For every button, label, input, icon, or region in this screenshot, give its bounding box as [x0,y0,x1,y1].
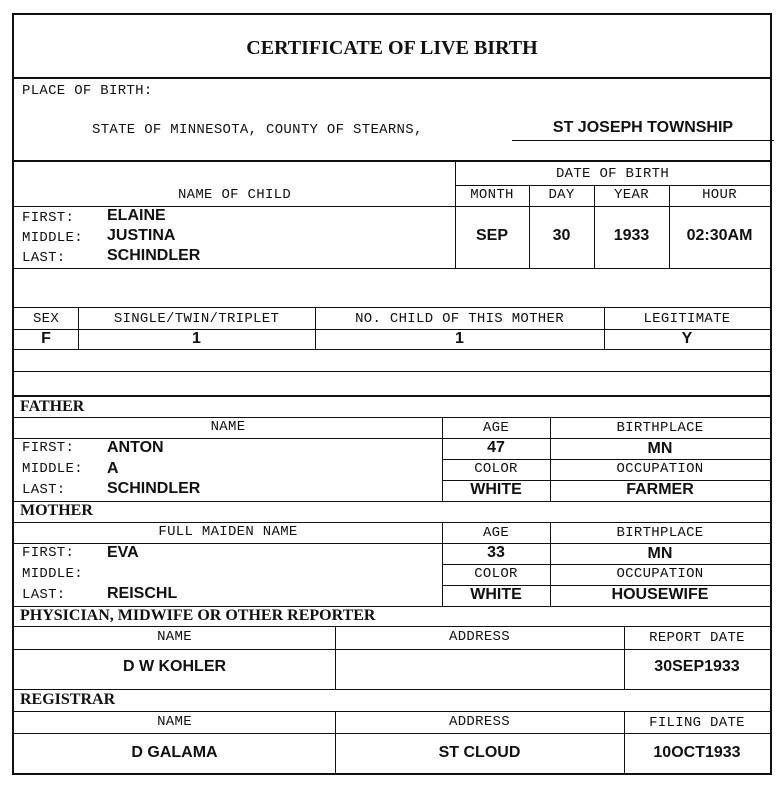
hour-label: HOUR [702,187,737,203]
registrar-address: ST CLOUD [438,744,521,761]
name-of-child-header: NAME OF CHILD [177,187,292,203]
child-number-label: NO. CHILD OF THIS MOTHER [355,311,564,327]
grid-line [14,626,770,627]
report-date: 30SEP1933 [654,658,740,675]
registrar-name: D GALAMA [131,744,218,761]
birth-day: 30 [552,227,571,244]
mother-color: WHITE [470,586,522,603]
mother-age-label: AGE [482,525,510,541]
physician-address-label: ADDRESS [449,629,510,645]
father-last-name: SCHINDLER [107,480,201,497]
mother-birthplace: MN [647,545,673,562]
mother-occupation: HOUSEWIFE [611,586,709,603]
grid-line [14,417,770,418]
grid-line [14,349,770,350]
place-of-birth-label: PLACE OF BIRTH: [22,83,153,99]
father-color: WHITE [470,481,522,498]
grid-line [14,501,770,502]
father-age-label: AGE [482,420,510,436]
mother-middle-label: MIDDLE: [22,566,83,582]
father-age: 47 [487,439,505,456]
report-date-label: REPORT DATE [649,630,745,646]
divider [14,160,770,162]
child-middle-label: MIDDLE: [22,230,83,246]
grid-line [14,689,770,690]
sex-value: F [41,330,51,347]
father-first-name: ANTON [107,439,164,456]
father-middle-name: A [107,460,119,477]
sex-label: SEX [32,311,60,327]
mother-first-label: FIRST: [22,545,75,561]
child-last-label: LAST: [22,250,66,266]
mother-first-name: EVA [107,544,139,561]
father-birthplace-label: BIRTHPLACE [616,420,704,436]
child-first-label: FIRST: [22,210,75,226]
grid-line [14,268,770,269]
birth-hour: 02:30AM [686,227,753,244]
mother-birthplace-label: BIRTHPLACE [616,525,704,541]
birth-month: SEP [475,227,508,244]
child-first-name: ELAINE [107,207,166,224]
divider [14,77,770,79]
father-occupation-label: OCCUPATION [616,461,704,477]
mother-age: 33 [487,544,505,561]
birth-year: 1933 [613,227,650,244]
father-occupation: FARMER [626,481,694,498]
physician-name: D W KOHLER [122,658,227,675]
registrar-address-label: ADDRESS [449,714,510,730]
father-section-title: FATHER [20,398,85,415]
registrar-section-title: REGISTRAR [20,691,116,708]
physician-name-label: NAME [157,629,192,645]
filing-date-label: FILING DATE [649,715,745,731]
grid-line [14,307,770,308]
legitimate-label: LEGITIMATE [643,311,731,327]
child-last-name: SCHINDLER [107,247,201,264]
legitimate-value: Y [681,330,693,347]
grid-line [442,564,770,565]
father-name-label: NAME [210,419,246,435]
state-county-text: STATE OF MINNESOTA, COUNTY OF STEARNS, [92,122,423,138]
registrar-name-label: NAME [157,714,192,730]
year-label: YEAR [614,187,649,203]
mother-last-name: REISCHL [107,585,178,602]
father-first-label: FIRST: [22,440,75,456]
mother-name-label: FULL MAIDEN NAME [158,524,298,540]
father-last-label: LAST: [22,482,66,498]
grid-line [14,649,770,650]
grid-line [14,371,770,372]
plurality-label: SINGLE/TWIN/TRIPLET [113,311,280,327]
child-number-value: 1 [455,330,464,347]
child-middle-name: JUSTINA [107,227,176,244]
father-middle-label: MIDDLE: [22,461,83,477]
plurality-value: 1 [192,330,201,347]
date-of-birth-header: DATE OF BIRTH [555,166,670,182]
grid-line [14,711,770,712]
filing-date: 10OCT1933 [653,744,741,761]
divider [14,395,770,397]
physician-section-title: PHYSICIAN, MIDWIFE OR OTHER REPORTER [20,607,376,624]
father-color-label: COLOR [474,461,518,477]
birth-certificate [12,13,772,775]
mother-color-label: COLOR [474,566,518,582]
grid-line [455,185,770,186]
mother-last-label: LAST: [22,587,66,603]
township-value: ST JOSEPH TOWNSHIP [512,119,774,141]
day-label: DAY [548,187,575,203]
grid-line [442,459,770,460]
grid-line [14,522,770,523]
mother-occupation-label: OCCUPATION [616,566,704,582]
month-label: MONTH [470,187,514,203]
mother-section-title: MOTHER [20,502,93,519]
father-birthplace: MN [647,440,673,457]
grid-line [14,733,770,734]
certificate-title: CERTIFICATE OF LIVE BIRTH [246,37,538,59]
